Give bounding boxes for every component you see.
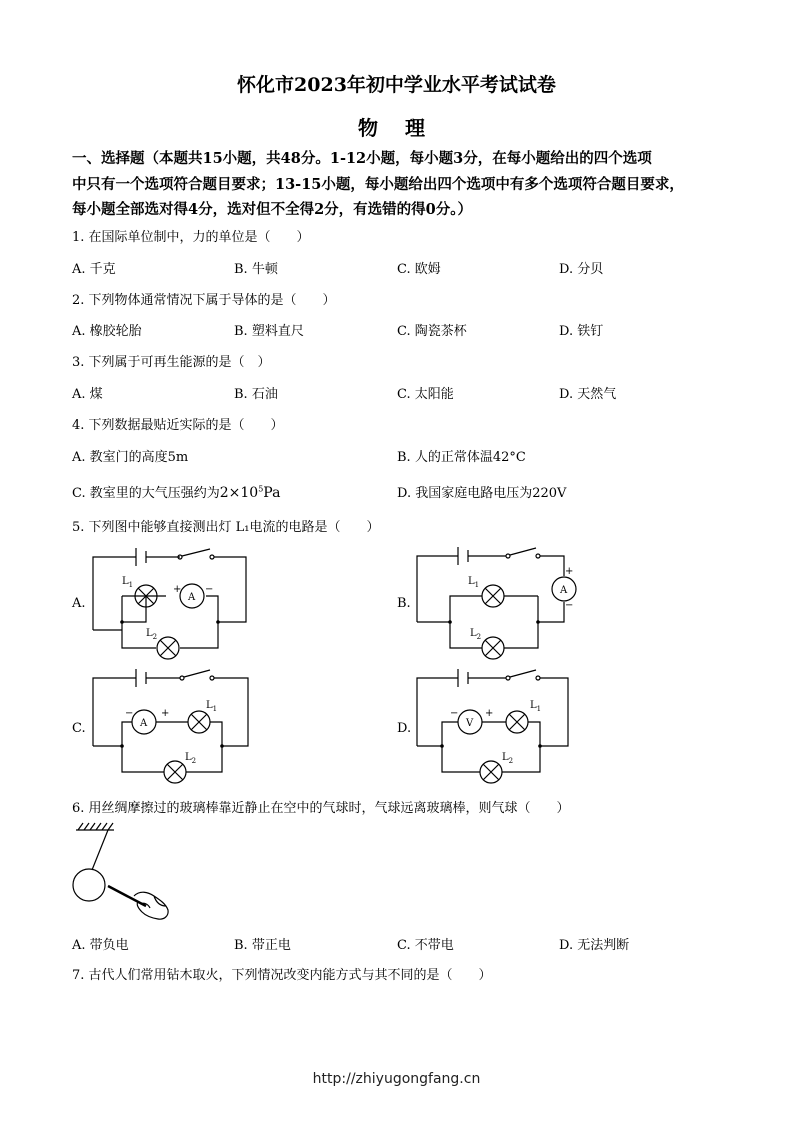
question-1-option-a: A. 千克 — [72, 262, 116, 277]
question-4-option-d: D. 我国家庭电路电压为220V — [397, 486, 567, 501]
question-3-option-a: A. 煤 — [72, 387, 103, 402]
lamp-l1 — [506, 711, 528, 733]
question-2-option-d: D. 铁钉 — [559, 324, 604, 339]
section-instructions-line1: 一、选择题（本题共15小题，共48分。1-12小题，每小题3分，在每小题给出的四个选项 — [72, 150, 652, 167]
question-6-option-a: A. 带负电 — [72, 938, 129, 953]
question-2-option-c: C. 陶瓷茶杯 — [397, 324, 467, 339]
question-5-stem: 5. 下列图中能够直接测出灯 L₁电流的电路是（ ） — [72, 520, 380, 535]
voltmeter-plus-label: + — [485, 708, 494, 719]
lamp-l2 — [157, 637, 179, 659]
question-5-option-d: D. — [397, 721, 412, 736]
question-3-option-d: D. 天然气 — [559, 387, 617, 402]
question-1-option-d: D. 分贝 — [559, 262, 604, 277]
ceiling-support — [76, 823, 114, 830]
question-4-option-a: A. 教室门的高度5m — [72, 450, 189, 465]
ammeter-minus-label: − — [565, 600, 574, 611]
battery-symbol — [136, 669, 146, 687]
lamp-l2 — [164, 761, 186, 783]
question-5-option-a: A. — [72, 596, 86, 611]
balloon — [73, 869, 105, 901]
lamp-l1-label: $L_1$ — [530, 700, 542, 713]
question-4-option-c-text: C. 教室里的大气压强约为 — [72, 486, 220, 501]
question-3-option-b: B. 石油 — [234, 387, 278, 402]
circuit-diagram-c — [88, 664, 258, 789]
glass-rod — [108, 886, 146, 906]
ammeter-symbol — [180, 584, 204, 608]
question-1-stem: 1. 在国际单位制中，力的单位是（ ） — [72, 230, 310, 245]
question-7-stem: 7. 古代人们常用钻木取火，下列情况改变内能方式与其不同的是（ ） — [72, 968, 492, 983]
question-6-option-c: C. 不带电 — [397, 938, 454, 953]
lamp-l1 — [482, 585, 504, 607]
svg-text:V: V — [466, 718, 474, 729]
footer-url: http://zhiyugongfang.cn — [312, 1071, 481, 1087]
question-2-stem: 2. 下列物体通常情况下属于导体的是（ ） — [72, 293, 336, 308]
lamp-l1-label: $L_1$ — [206, 700, 218, 713]
thread — [92, 830, 108, 870]
question-2-option-b: B. 塑料直尺 — [234, 324, 304, 339]
switch-symbol — [510, 548, 536, 555]
lamp-l1-label: $L_1$ — [122, 576, 134, 589]
balloon-glass-rod-figure — [68, 820, 178, 930]
exam-title: 怀化市2023年初中学业水平考试试卷 — [237, 74, 556, 96]
switch-symbol — [510, 670, 536, 677]
lamp-l2-label: $L_2$ — [502, 752, 514, 765]
circuit-diagram-d — [412, 664, 582, 789]
voltmeter-minus-label: − — [450, 708, 459, 719]
battery-symbol — [458, 669, 468, 687]
question-3-stem: 3. 下列属于可再生能源的是（ ） — [72, 355, 271, 370]
battery-symbol — [136, 548, 146, 566]
lamp-l2 — [482, 637, 504, 659]
hand-icon — [134, 892, 168, 919]
battery-symbol — [458, 547, 468, 565]
switch-symbol — [182, 549, 210, 556]
question-4-stem: 4. 下列数据最贴近实际的是（ ） — [72, 418, 284, 433]
question-6-option-b: B. 带正电 — [234, 938, 291, 953]
section-instructions-line3: 每小题全部选对得4分，选对但不全得2分，有选错的得0分。） — [72, 201, 473, 218]
section-instructions-line2: 中只有一个选项符合题目要求；13-15小题，每小题给出四个选项中有多个选项符合题目要求， — [72, 176, 684, 193]
question-1-option-c: C. 欧姆 — [397, 262, 441, 277]
circuit-diagram-a — [88, 540, 258, 665]
question-5-option-b: B. — [397, 596, 411, 611]
question-6-stem: 6. 用丝绸摩擦过的玻璃棒靠近静止在空中的气球时，气球远离玻璃棒，则气球（ ） — [72, 801, 570, 816]
ammeter-symbol — [132, 710, 156, 734]
ammeter-plus-label: + — [161, 708, 170, 719]
svg-text:A: A — [188, 592, 196, 603]
lamp-l2 — [480, 761, 502, 783]
question-6-option-d: D. 无法判断 — [559, 938, 630, 953]
question-2-option-a: A. 橡胶轮胎 — [72, 324, 142, 339]
question-4-formula-coef: 2×10 — [219, 485, 259, 501]
ammeter-minus-label: − — [125, 708, 134, 719]
lamp-l2-label: $L_2$ — [185, 752, 197, 765]
question-4-formula-unit: Pa — [263, 485, 281, 501]
question-3-option-c: C. 太阳能 — [397, 387, 454, 402]
subject-title: 物 理 — [358, 116, 435, 140]
lamp-l1-label: $L_1$ — [468, 576, 480, 589]
lamp-l2-label: $L_2$ — [470, 628, 482, 641]
question-5-option-c: C. — [72, 721, 86, 736]
switch-symbol — [184, 670, 210, 677]
ammeter-plus-label: + — [565, 566, 574, 577]
voltmeter-symbol — [458, 710, 482, 734]
svg-text:A: A — [140, 718, 148, 729]
question-1-option-b: B. 牛顿 — [234, 262, 278, 277]
ammeter-plus-label: + — [173, 584, 182, 595]
lamp-l1 — [188, 711, 210, 733]
circuit-diagram-b — [412, 540, 592, 665]
ammeter-symbol — [552, 577, 576, 601]
question-4-formula-exp: 5 — [258, 484, 264, 494]
svg-text:A: A — [560, 585, 568, 596]
ammeter-minus-label: − — [205, 584, 214, 595]
lamp-l2-label: $L_2$ — [146, 628, 158, 641]
question-4-option-b: B. 人的正常体温42°C — [397, 450, 526, 465]
question-4-option-c — [72, 482, 280, 501]
